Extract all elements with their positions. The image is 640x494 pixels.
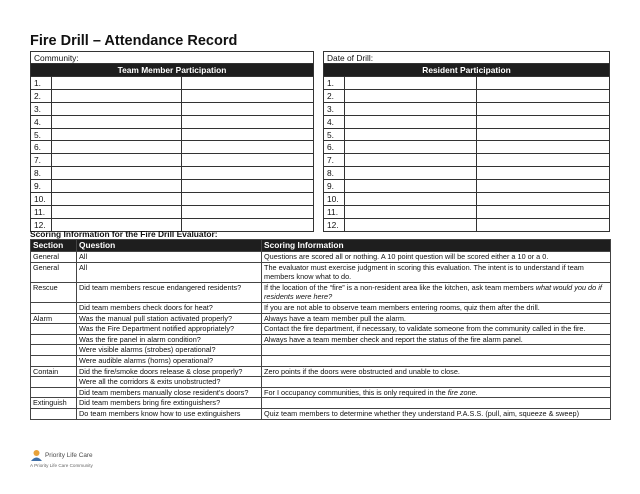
- scoring-question: Did team members check doors for heat?: [77, 302, 262, 313]
- resident-row: [324, 180, 610, 193]
- scoring-info-emphasis: what would you do if residents were here?: [264, 282, 602, 302]
- team-member-entry-cell[interactable]: [51, 193, 182, 206]
- scoring-row: [31, 324, 611, 335]
- scoring-question: Were all the corridors & exits unobstructed?: [77, 377, 262, 388]
- scoring-info: [262, 302, 611, 313]
- scoring-info: [262, 398, 611, 409]
- scoring-info-text: The evaluator must exercise judgment in scoring this evaluation. The intent is to understand if team members know what to do.: [264, 262, 584, 282]
- resident-entry-cell[interactable]: [477, 218, 610, 231]
- resident-row-number: 5.: [324, 128, 345, 141]
- scoring-row: [31, 398, 611, 409]
- scoring-info: [262, 252, 611, 263]
- team-member-entry-cell[interactable]: [51, 89, 182, 102]
- team-member-heading: Team Member Participation: [31, 64, 314, 77]
- team-member-row: [31, 180, 314, 193]
- team-member-entry-cell[interactable]: [51, 102, 182, 115]
- resident-entry-cell[interactable]: [477, 77, 610, 90]
- scoring-row: [31, 252, 611, 263]
- resident-entry-cell[interactable]: [344, 115, 477, 128]
- resident-entry-cell[interactable]: [477, 154, 610, 167]
- resident-row-number: 6.: [324, 141, 345, 154]
- resident-row: [324, 115, 610, 128]
- team-member-row-number: 7.: [31, 154, 52, 167]
- team-member-entry-cell[interactable]: [51, 128, 182, 141]
- scoring-question: Was the Fire Department notified appropriately?: [77, 324, 262, 335]
- scoring-table: [30, 239, 611, 420]
- scoring-title: Scoring Information for the Fire Drill Evaluator:: [30, 229, 218, 239]
- resident-row: [324, 102, 610, 115]
- scoring-section: [31, 387, 77, 398]
- scoring-info: [262, 282, 611, 302]
- resident-entry-cell[interactable]: [344, 218, 477, 231]
- team-member-entry-cell[interactable]: [182, 115, 314, 128]
- scoring-info: [262, 324, 611, 335]
- scoring-info-text: Quiz team members to determine whether they understand P.A.S.S. (pull, aim, squeeze & sweep): [264, 408, 580, 418]
- scoring-row: [31, 302, 611, 313]
- scoring-section: [31, 324, 77, 335]
- scoring-section: Rescue: [31, 282, 77, 302]
- priority-life-care-logo-icon: [30, 449, 43, 462]
- scoring-question: Did team members manually close resident’s doors?: [77, 387, 262, 398]
- scoring-section: [31, 345, 77, 356]
- scoring-row: [31, 282, 611, 302]
- resident-row: [324, 77, 610, 90]
- scoring-section: [31, 408, 77, 419]
- resident-entry-cell[interactable]: [344, 167, 477, 180]
- team-member-row-number: 11.: [31, 205, 52, 218]
- scoring-row: [31, 313, 611, 324]
- scoring-info: [262, 355, 611, 366]
- resident-entry-cell[interactable]: [344, 154, 477, 167]
- team-member-row-number: 4.: [31, 115, 52, 128]
- resident-row: [324, 218, 610, 231]
- scoring-row: [31, 355, 611, 366]
- team-member-entry-cell[interactable]: [51, 167, 182, 180]
- scoring-info: [262, 262, 611, 282]
- scoring-info-text: Questions are scored all or nothing. A 10 point question will be scored either a 10 or a 0.: [264, 252, 549, 261]
- scoring-info: [262, 366, 611, 377]
- team-member-row: [31, 89, 314, 102]
- scoring-info-text: Contact the fire department, if necessary, to validate someone from the community called in the fire.: [264, 324, 586, 334]
- resident-row: [324, 167, 610, 180]
- col-question: Question: [77, 240, 262, 252]
- resident-row: [324, 205, 610, 218]
- resident-row-number: 2.: [324, 89, 345, 102]
- scoring-section: [31, 334, 77, 345]
- scoring-info-text: If you are not able to observe team members entering rooms, quiz them after the drill.: [264, 302, 540, 312]
- team-member-row: [31, 154, 314, 167]
- scoring-question: All: [77, 252, 262, 263]
- resident-entry-cell[interactable]: [477, 89, 610, 102]
- scoring-info: [262, 387, 611, 398]
- team-member-entry-cell[interactable]: [182, 205, 314, 218]
- scoring-question: Was the fire panel in alarm condition?: [77, 334, 262, 345]
- scoring-info-text: If the location of the “fire” is a non-resident area like the kitchen, ask team members: [264, 282, 536, 292]
- resident-entry-cell[interactable]: [477, 115, 610, 128]
- scoring-section: [31, 377, 77, 388]
- date-of-drill-label: Date of Drill:: [324, 52, 610, 64]
- scoring-row: [31, 377, 611, 388]
- team-member-row-number: 6.: [31, 141, 52, 154]
- resident-row-number: 11.: [324, 205, 345, 218]
- scoring-row: [31, 345, 611, 356]
- resident-entry-cell[interactable]: [477, 102, 610, 115]
- scoring-info-text: Zero points if the doors were obstructed and unable to close.: [264, 366, 460, 376]
- resident-row-number: 4.: [324, 115, 345, 128]
- resident-row-number: 1.: [324, 77, 345, 90]
- team-member-row: [31, 167, 314, 180]
- scoring-row: [31, 366, 611, 377]
- scoring-section: [31, 302, 77, 313]
- scoring-info-emphasis: fire zone.: [447, 387, 478, 397]
- resident-entry-cell[interactable]: [477, 167, 610, 180]
- scoring-question: Do team members know how to use extinguishers: [77, 408, 262, 419]
- team-member-entry-cell[interactable]: [182, 89, 314, 102]
- team-member-entry-cell[interactable]: [51, 180, 182, 193]
- scoring-question: Did team members bring fire extinguishers?: [77, 398, 262, 409]
- scoring-section: General: [31, 262, 77, 282]
- team-member-row: [31, 205, 314, 218]
- resident-entry-cell[interactable]: [344, 128, 477, 141]
- team-member-entry-cell[interactable]: [182, 154, 314, 167]
- scoring-info-text: Always have a team member check and report the status of the fire alarm panel.: [264, 334, 523, 344]
- resident-entry-cell[interactable]: [477, 193, 610, 206]
- resident-row-number: 10.: [324, 193, 345, 206]
- team-member-row: [31, 102, 314, 115]
- scoring-row: [31, 408, 611, 419]
- team-member-row: [31, 128, 314, 141]
- scoring-row: [31, 387, 611, 398]
- team-member-row: [31, 141, 314, 154]
- resident-entry-cell[interactable]: [344, 193, 477, 206]
- logo: [30, 449, 93, 468]
- resident-row-number: 8.: [324, 167, 345, 180]
- scoring-section: [31, 355, 77, 366]
- resident-entry-cell[interactable]: [344, 89, 477, 102]
- scoring-info-text: Always have a team member pull the alarm.: [264, 313, 406, 323]
- scoring-row: [31, 262, 611, 282]
- resident-row-number: 9.: [324, 180, 345, 193]
- team-member-row: [31, 77, 314, 90]
- team-member-row: [31, 115, 314, 128]
- scoring-info: [262, 334, 611, 345]
- team-member-row-number: 10.: [31, 193, 52, 206]
- resident-heading: Resident Participation: [324, 64, 610, 77]
- team-member-entry-cell[interactable]: [182, 180, 314, 193]
- scoring-info: [262, 345, 611, 356]
- team-member-entry-cell[interactable]: [51, 77, 182, 90]
- resident-entry-cell[interactable]: [477, 205, 610, 218]
- resident-row: [324, 89, 610, 102]
- resident-entry-cell[interactable]: [344, 77, 477, 90]
- resident-entry-cell[interactable]: [344, 102, 477, 115]
- team-member-row-number: 3.: [31, 102, 52, 115]
- scoring-section: Contain: [31, 366, 77, 377]
- team-member-entry-cell[interactable]: [51, 154, 182, 167]
- team-member-row-number: 2.: [31, 89, 52, 102]
- team-member-entry-cell[interactable]: [182, 193, 314, 206]
- team-member-row: [31, 193, 314, 206]
- scoring-question: Did team members rescue endangered residents?: [77, 282, 262, 302]
- team-member-entry-cell[interactable]: [182, 102, 314, 115]
- resident-entry-cell[interactable]: [344, 205, 477, 218]
- scoring-question: Was the manual pull station activated properly?: [77, 313, 262, 324]
- resident-table: [323, 51, 610, 232]
- team-member-row-number: 1.: [31, 77, 52, 90]
- resident-row: [324, 128, 610, 141]
- resident-row: [324, 154, 610, 167]
- team-member-row-number: 12.: [31, 218, 52, 231]
- team-member-row-number: 9.: [31, 180, 52, 193]
- scoring-section: Alarm: [31, 313, 77, 324]
- scoring-question: Were visible alarms (strobes) operational?: [77, 345, 262, 356]
- scoring-info-text: For I occupancy communities, this is only required in the: [264, 387, 448, 397]
- resident-entry-cell[interactable]: [477, 141, 610, 154]
- resident-entry-cell[interactable]: [344, 141, 477, 154]
- resident-row-number: 7.: [324, 154, 345, 167]
- team-member-table: [30, 51, 314, 232]
- scoring-info: [262, 313, 611, 324]
- resident-row: [324, 141, 610, 154]
- page-title: Fire Drill – Attendance Record: [30, 33, 238, 49]
- team-member-entry-cell[interactable]: [182, 128, 314, 141]
- scoring-section: General: [31, 252, 77, 263]
- team-member-entry-cell[interactable]: [51, 205, 182, 218]
- scoring-section: Extinguish: [31, 398, 77, 409]
- scoring-question: Did the fire/smoke doors release & close properly?: [77, 366, 262, 377]
- brand-name: Priority Life Care: [45, 452, 93, 459]
- scoring-question: Were audible alarms (horns) operational?: [77, 355, 262, 366]
- community-label: Community:: [31, 52, 314, 64]
- team-member-entry-cell[interactable]: [51, 141, 182, 154]
- scoring-info: [262, 377, 611, 388]
- team-member-entry-cell[interactable]: [182, 141, 314, 154]
- team-member-row-number: 5.: [31, 128, 52, 141]
- team-member-entry-cell[interactable]: [182, 167, 314, 180]
- resident-entry-cell[interactable]: [344, 180, 477, 193]
- col-section: Section: [31, 240, 77, 252]
- resident-entry-cell[interactable]: [477, 180, 610, 193]
- scoring-question: All: [77, 262, 262, 282]
- team-member-entry-cell[interactable]: [182, 77, 314, 90]
- resident-entry-cell[interactable]: [477, 128, 610, 141]
- resident-row-number: 12.: [324, 218, 345, 231]
- team-member-row-number: 8.: [31, 167, 52, 180]
- resident-row: [324, 193, 610, 206]
- resident-row-number: 3.: [324, 102, 345, 115]
- scoring-row: [31, 334, 611, 345]
- team-member-entry-cell[interactable]: [51, 115, 182, 128]
- brand-tagline: A Priority Life Care Community: [30, 463, 93, 468]
- col-scoring-info: Scoring Information: [262, 240, 611, 252]
- scoring-info: [262, 408, 611, 419]
